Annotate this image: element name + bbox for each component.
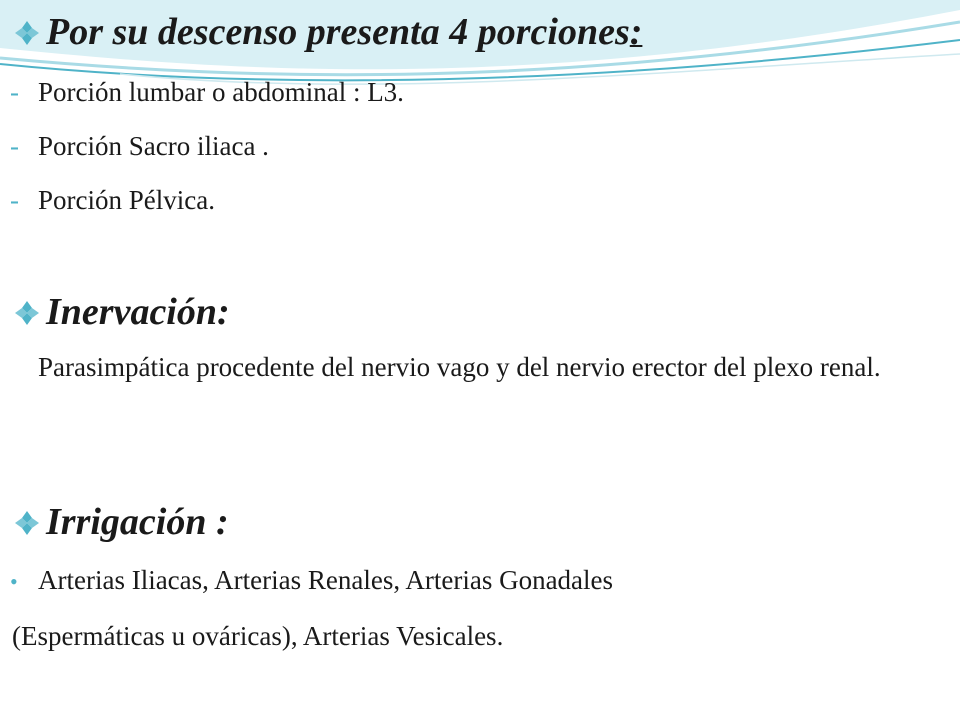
list-item (10, 564, 613, 598)
heading-irrigacion (14, 500, 229, 544)
heading-descenso (14, 10, 642, 54)
diamond-bullet-icon (14, 300, 40, 326)
list-item-text: Arterias Iliacas, Arterias Renales, Arterias Gonadales (38, 565, 614, 595)
heading-irrigacion-text: Irrigación : (46, 501, 229, 543)
list-item-text: Porción Sacro iliaca . (38, 131, 269, 161)
continuation-line: (Espermáticas u ováricas), Arterias Vesicales. (12, 621, 504, 651)
round-bullet: • (10, 569, 18, 594)
heading-inervacion-text: Inervación: (46, 291, 230, 333)
list-item-text: Porción Pélvica. (38, 185, 215, 215)
list-item (10, 184, 215, 216)
dash-bullet: - (10, 77, 19, 107)
list-item (10, 76, 404, 108)
heading-inervacion (14, 290, 230, 334)
heading-descenso-text: Por su descenso presenta 4 porciones (46, 11, 630, 53)
inervacion-paragraph: Parasimpática procedente del nervio vago y del nervio erector del plexo renal. (38, 352, 881, 382)
diamond-bullet-icon (14, 510, 40, 536)
heading-descenso-colon: : (629, 11, 643, 53)
list-item (10, 130, 269, 162)
list-item-text: Porción lumbar o abdominal : L3. (38, 77, 404, 107)
dash-bullet: - (10, 131, 19, 161)
diamond-bullet-icon (14, 20, 40, 46)
dash-bullet: - (10, 185, 19, 215)
